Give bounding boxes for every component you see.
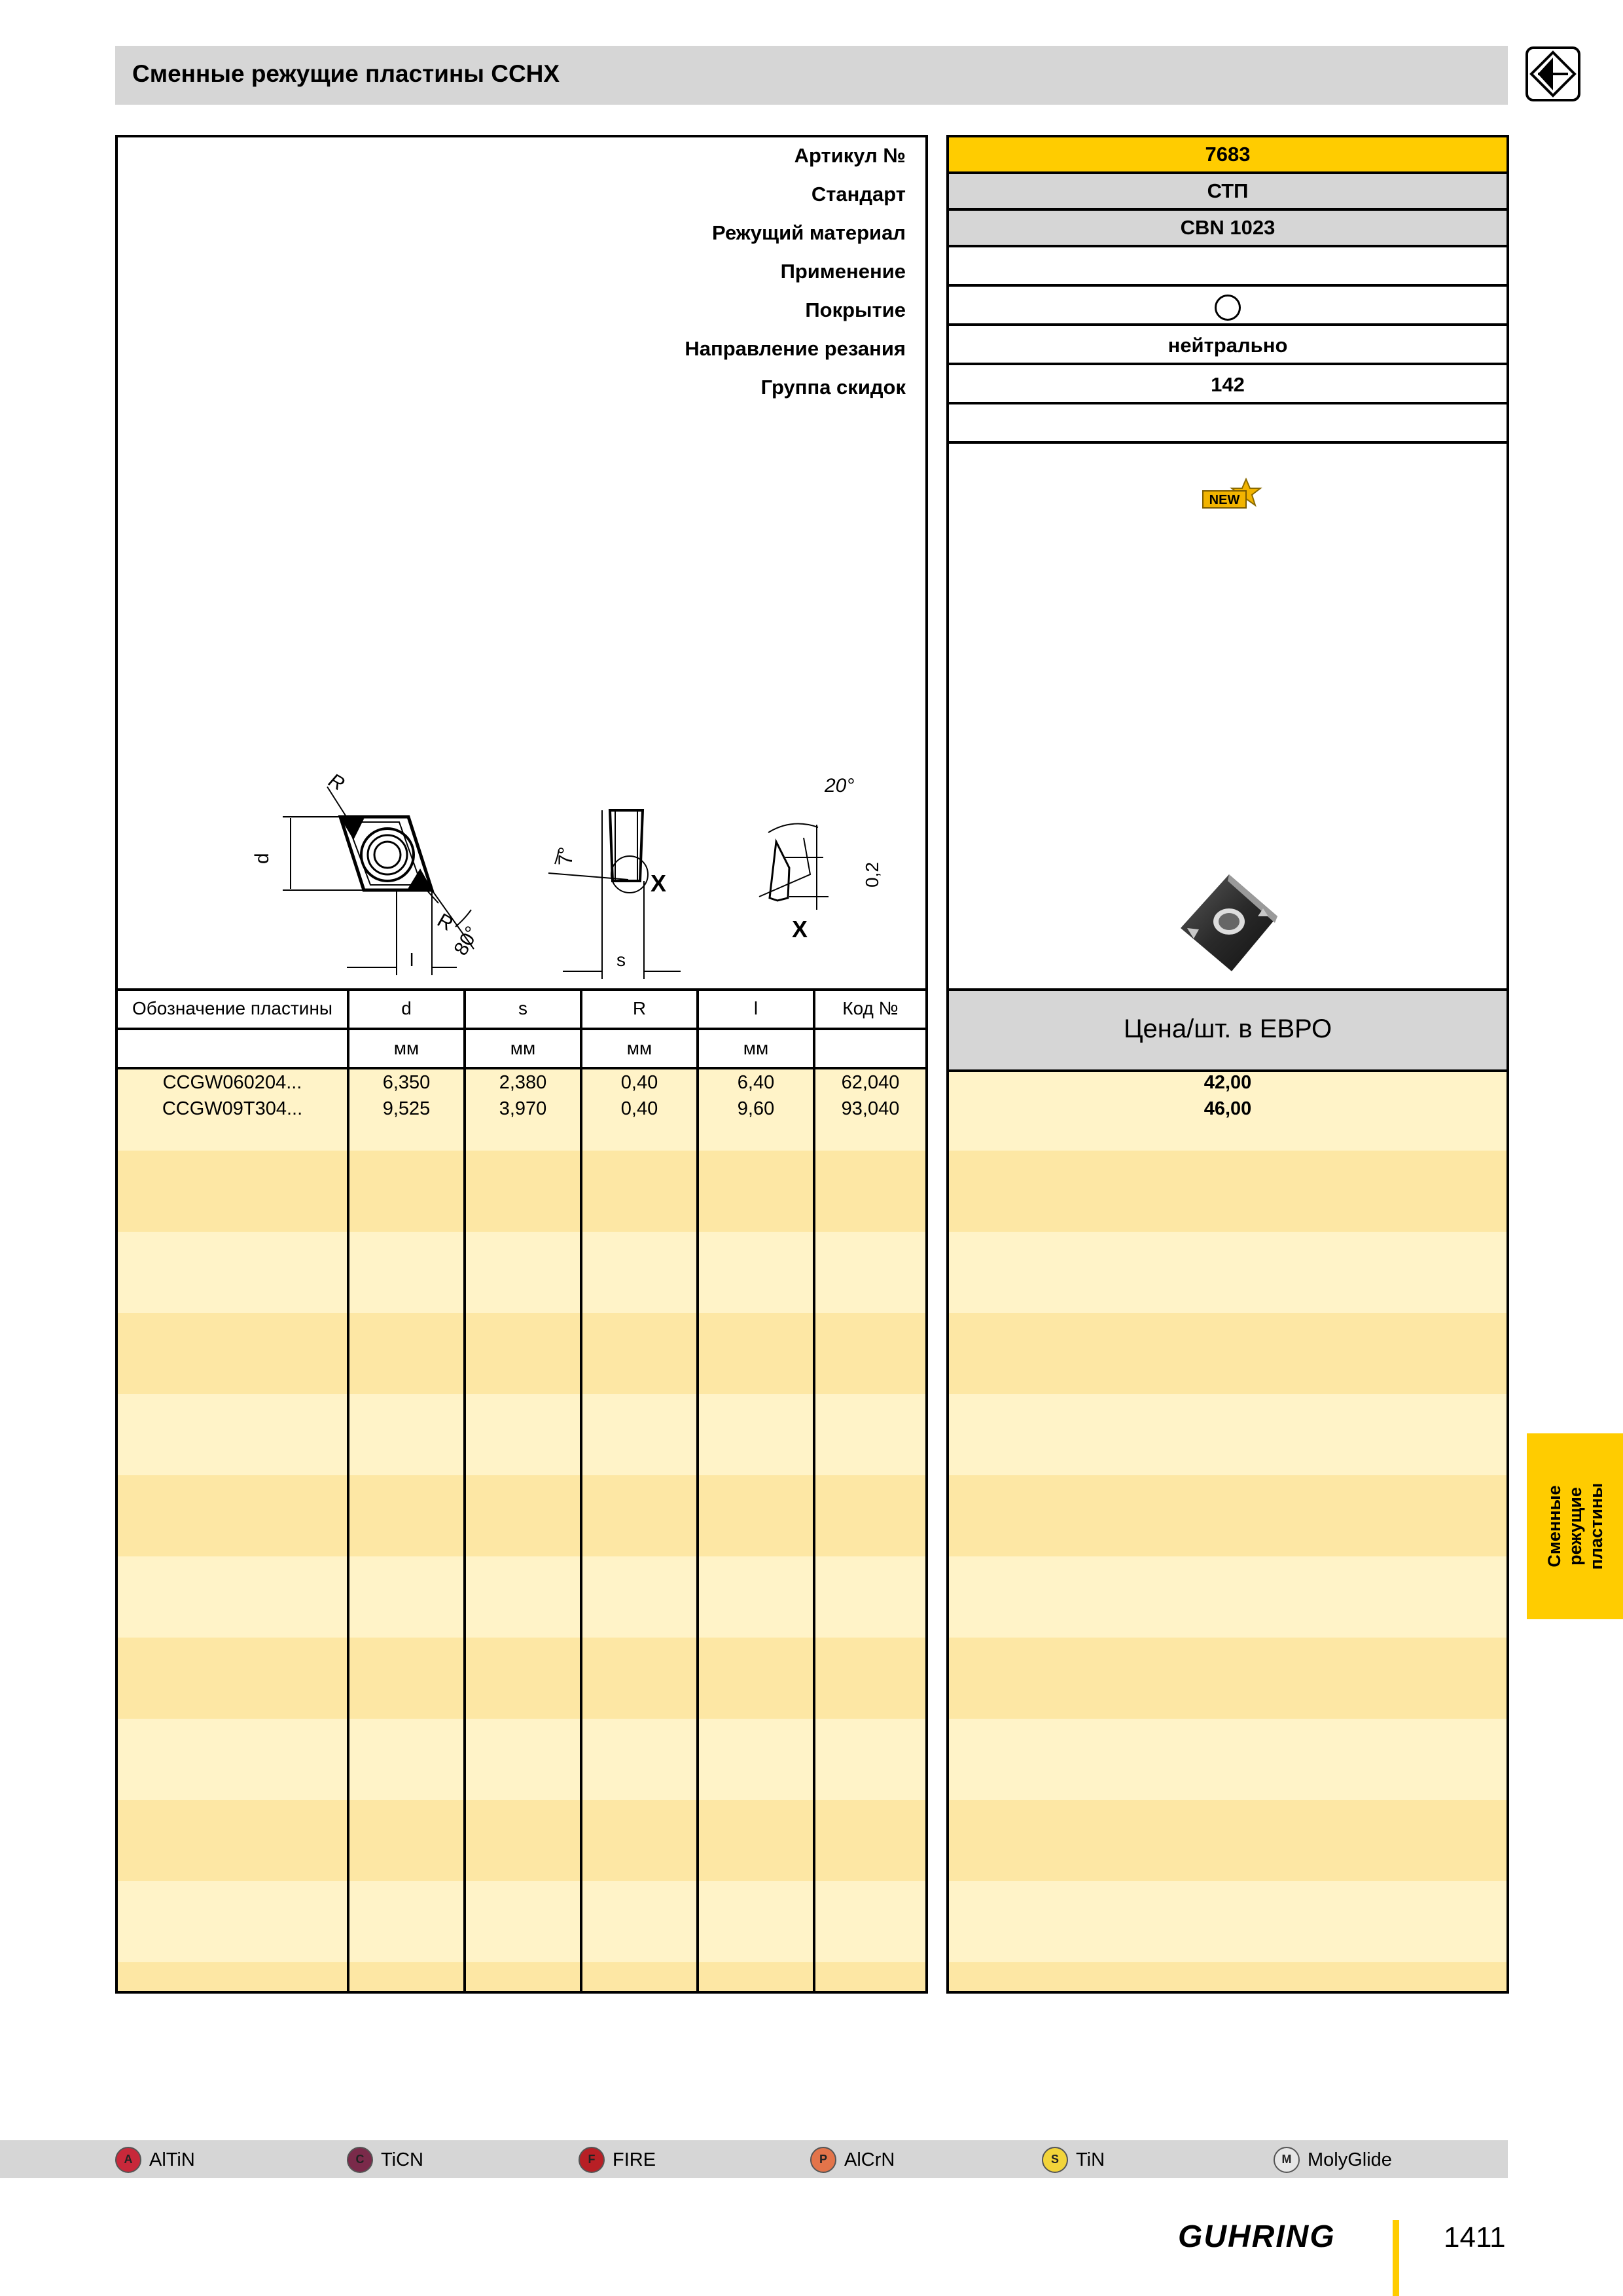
side-tab-label: Сменные режущие пластины <box>1544 1482 1606 1570</box>
price-header-cell <box>949 988 1507 1072</box>
col-header-r: R <box>632 998 647 1018</box>
row1-d: 6,350 <box>382 1072 431 1093</box>
coating-label: FIRE <box>613 2149 656 2170</box>
table-header-divider <box>118 1028 925 1030</box>
table-band <box>118 1313 925 1394</box>
coating-icon: P <box>810 2147 836 2173</box>
coating-icon: S <box>1042 2147 1068 2173</box>
table-band <box>949 1394 1507 1475</box>
table-band <box>118 1151 925 1232</box>
label-s: s <box>616 950 626 970</box>
price-panel <box>946 135 1509 1994</box>
coating-label: AlCrN <box>844 2149 895 2170</box>
direction-value: нейтрально <box>949 329 1507 365</box>
coating-legend-item <box>1274 2145 1392 2174</box>
table-band <box>118 1475 925 1556</box>
table-band <box>949 1556 1507 1638</box>
table-band <box>949 1313 1507 1394</box>
label-article: Артикул № <box>794 144 906 167</box>
label-r-bottom: R <box>433 909 457 935</box>
label-angle-7: 7° <box>555 846 577 865</box>
coating-label: MolyGlide <box>1308 2149 1392 2170</box>
col-header-l: l <box>753 998 758 1018</box>
title-bar <box>115 46 1508 105</box>
coating-icon: C <box>347 2147 373 2173</box>
label-angle-80: 80° <box>450 922 484 960</box>
coating-legend-item <box>579 2145 656 2174</box>
col-divider <box>580 988 582 1991</box>
coating-value <box>949 289 1507 326</box>
label-r-top: R <box>325 769 348 795</box>
label-dim-02: 0,2 <box>862 862 882 888</box>
table-top-line <box>118 988 925 991</box>
col-header-s: s <box>518 998 527 1018</box>
row2-designation: CCGW09T304... <box>162 1098 303 1119</box>
empty-spec-row <box>949 407 1507 444</box>
coating-legend-item <box>115 2145 195 2174</box>
new-badge <box>1200 476 1263 516</box>
row2-code: 93,040 <box>841 1098 900 1119</box>
application-value <box>949 250 1507 287</box>
label-material: Режущий материал <box>712 221 906 244</box>
footer-divider <box>1393 2220 1399 2296</box>
coating-icon: F <box>579 2147 605 2173</box>
row1-s: 2,380 <box>499 1072 547 1093</box>
material-value: CBN 1023 <box>949 211 1507 247</box>
guhring-logo-icon <box>1525 46 1581 102</box>
label-angle-20: 20° <box>825 775 855 797</box>
label-x-side: X <box>651 870 667 897</box>
row2-r: 0,40 <box>620 1098 658 1119</box>
discount-group-value: 142 <box>949 368 1507 404</box>
insert-photo <box>1177 870 1281 975</box>
col-divider <box>813 988 815 1991</box>
table-band <box>118 1719 925 1800</box>
table-band <box>949 1800 1507 1881</box>
table-unit-divider <box>118 1067 925 1069</box>
unit-l: мм <box>743 1038 769 1058</box>
table-band <box>949 1232 1507 1313</box>
table-band <box>118 1962 925 1991</box>
table-band <box>118 1232 925 1313</box>
table-band <box>949 1719 1507 1800</box>
table-band <box>949 1638 1507 1719</box>
price-header: Цена/шт. в ЕВРО <box>1123 1014 1332 1043</box>
coating-label: TiN <box>1076 2149 1105 2170</box>
table-band <box>949 1881 1507 1962</box>
col-divider <box>347 988 349 1991</box>
table-band <box>118 1800 925 1881</box>
col-divider <box>696 988 699 1991</box>
coating-legend-item <box>810 2145 895 2174</box>
label-x-detail: X <box>792 916 808 942</box>
col-divider <box>463 988 466 1991</box>
label-application: Применение <box>780 260 906 283</box>
table-band <box>118 1556 925 1638</box>
table-band <box>949 1475 1507 1556</box>
row2-s: 3,970 <box>499 1098 547 1119</box>
empty-circle-icon <box>1215 295 1241 321</box>
table-band <box>118 1881 925 1962</box>
row2-l: 9,60 <box>737 1098 775 1119</box>
coating-icon: A <box>115 2147 141 2173</box>
col-header-code: Код № <box>842 998 899 1018</box>
row1-price: 42,00 <box>1204 1072 1252 1093</box>
brand-logo: GUHRING <box>1178 2219 1336 2254</box>
unit-d: мм <box>393 1038 419 1058</box>
coating-icon: M <box>1274 2147 1300 2173</box>
label-d: d <box>251 853 273 864</box>
table-band <box>118 1394 925 1475</box>
row2-d: 9,525 <box>382 1098 431 1119</box>
coating-legend-item <box>347 2145 423 2174</box>
coating-label: TiCN <box>381 2149 423 2170</box>
table-band <box>949 1962 1507 1991</box>
label-direction: Направление резания <box>685 337 906 360</box>
col-header-designation: Обозначение пластины <box>132 998 333 1018</box>
row2-price: 46,00 <box>1204 1098 1252 1119</box>
unit-s: мм <box>510 1038 536 1058</box>
row1-l: 6,40 <box>737 1072 775 1093</box>
spec-and-drawing-panel <box>115 135 928 1994</box>
row1-code: 62,040 <box>841 1072 900 1093</box>
unit-r: мм <box>626 1038 652 1058</box>
table-band <box>949 1151 1507 1232</box>
table-band <box>118 1638 925 1719</box>
coating-legend-item <box>1042 2145 1105 2174</box>
page-title: Сменные режущие пластины CCHX <box>132 60 560 87</box>
col-header-d: d <box>401 998 412 1018</box>
label-standard: Стандарт <box>811 183 906 206</box>
new-badge-text: NEW <box>1209 493 1240 507</box>
row1-designation: CCGW060204... <box>162 1072 302 1093</box>
article-number: 7683 <box>949 137 1507 174</box>
label-l: l <box>410 950 414 970</box>
label-discount-group: Группа скидок <box>760 376 906 399</box>
label-coating: Покрытие <box>805 298 906 321</box>
coating-label: AlTiN <box>149 2149 195 2170</box>
section-side-tab[interactable] <box>1527 1433 1623 1619</box>
page-number: 1411 <box>1444 2221 1506 2253</box>
standard-value: СТП <box>949 174 1507 211</box>
row1-r: 0,40 <box>620 1072 658 1093</box>
